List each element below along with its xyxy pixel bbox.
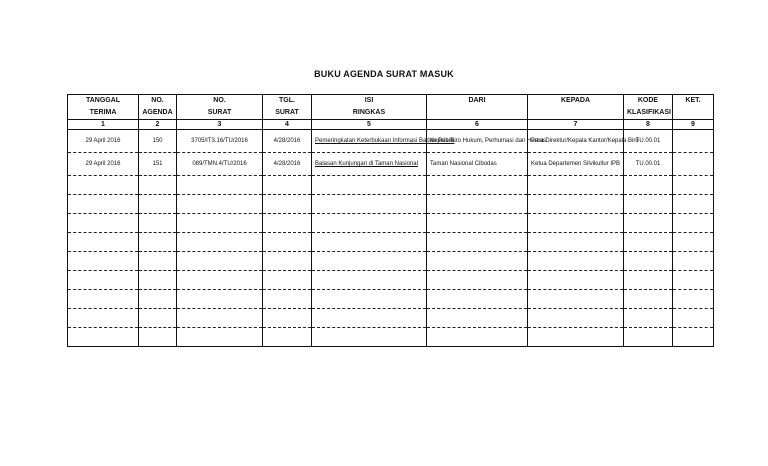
column-number: 3 <box>177 120 263 130</box>
cell-no-agenda: 150 <box>139 130 177 153</box>
header-no-surat: NO. <box>177 95 263 108</box>
header-no-agenda: NO. <box>139 95 177 108</box>
header-dari-sub <box>427 107 528 120</box>
header-isi: ISI <box>312 95 427 108</box>
header-dari: DARI <box>427 95 528 108</box>
empty-row <box>68 290 714 309</box>
empty-row <box>68 309 714 328</box>
empty-row <box>68 271 714 290</box>
column-number: 1 <box>68 120 139 130</box>
header-tgl-surat: TGL. <box>263 95 312 108</box>
header-kepada-sub <box>528 107 624 120</box>
empty-row <box>68 252 714 271</box>
cell-ket <box>673 130 714 153</box>
empty-row <box>68 328 714 347</box>
empty-row <box>68 214 714 233</box>
header-ket-sub <box>673 107 714 120</box>
header-klasifikasi: KLASIFIKASI <box>624 107 673 120</box>
agenda-table <box>67 94 714 347</box>
cell-kode-klasifikasi: TU.00.01 <box>624 130 673 153</box>
column-number: 6 <box>427 120 528 130</box>
cell-tgl-surat: 4/28/2016 <box>263 130 312 153</box>
cell-isi-ringkas: Balasan Kunjungan di Taman Nasional <box>312 153 427 176</box>
header-ringkas: RINGKAS <box>312 107 427 120</box>
cell-kepada: Para Direktur/Kepala Kantor/Kepala Biro <box>528 130 624 153</box>
header-tanggal: TANGGAL <box>85 97 121 104</box>
cell-tgl-surat: 4/28/2016 <box>263 153 312 176</box>
cell-tanggal-terima: 29 April 2016 <box>68 153 139 176</box>
empty-row <box>68 233 714 252</box>
cell-no-surat: 3705/IT3.16/TU/2016 <box>177 130 263 153</box>
header-kepada: KEPADA <box>528 95 624 108</box>
column-number-row <box>68 120 714 130</box>
header-row-top <box>68 95 714 108</box>
column-number: 4 <box>263 120 312 130</box>
header-surat-date: SURAT <box>263 107 312 120</box>
header-ket: KET. <box>673 95 714 108</box>
cell-ket <box>673 153 714 176</box>
cell-tanggal-terima: 29 April 2016 <box>68 130 139 153</box>
header-surat: SURAT <box>177 107 263 120</box>
column-number: 7 <box>528 120 624 130</box>
column-number: 9 <box>673 120 714 130</box>
cell-dari: Kepala Biro Hukum, Perhumasi dan Humas <box>427 130 528 153</box>
column-number: 5 <box>312 120 427 130</box>
cell-no-agenda: 151 <box>139 153 177 176</box>
empty-row <box>68 195 714 214</box>
header-agenda: AGENDA <box>139 107 177 120</box>
header-row-bottom <box>68 107 714 120</box>
column-number: 2 <box>139 120 177 130</box>
table-row <box>68 153 714 176</box>
cell-kode-klasifikasi: TU.00.01 <box>624 153 673 176</box>
header-terima: TERIMA <box>68 107 139 120</box>
column-number: 8 <box>624 120 673 130</box>
header-kode: KODE <box>624 95 673 108</box>
cell-dari: Taman Nasional Cibodas <box>427 153 528 176</box>
cell-no-surat: 089/TMN.4/TU/2016 <box>177 153 263 176</box>
document-title: BUKU AGENDA SURAT MASUK <box>314 69 454 79</box>
empty-row <box>68 176 714 195</box>
cell-isi-ringkas: Pemeringkatan Keterbukaan Informasi Badan Publik <box>312 130 427 153</box>
table-row <box>68 130 714 153</box>
cell-kepada: Ketua Departemen Silvikultur IPB <box>528 153 624 176</box>
